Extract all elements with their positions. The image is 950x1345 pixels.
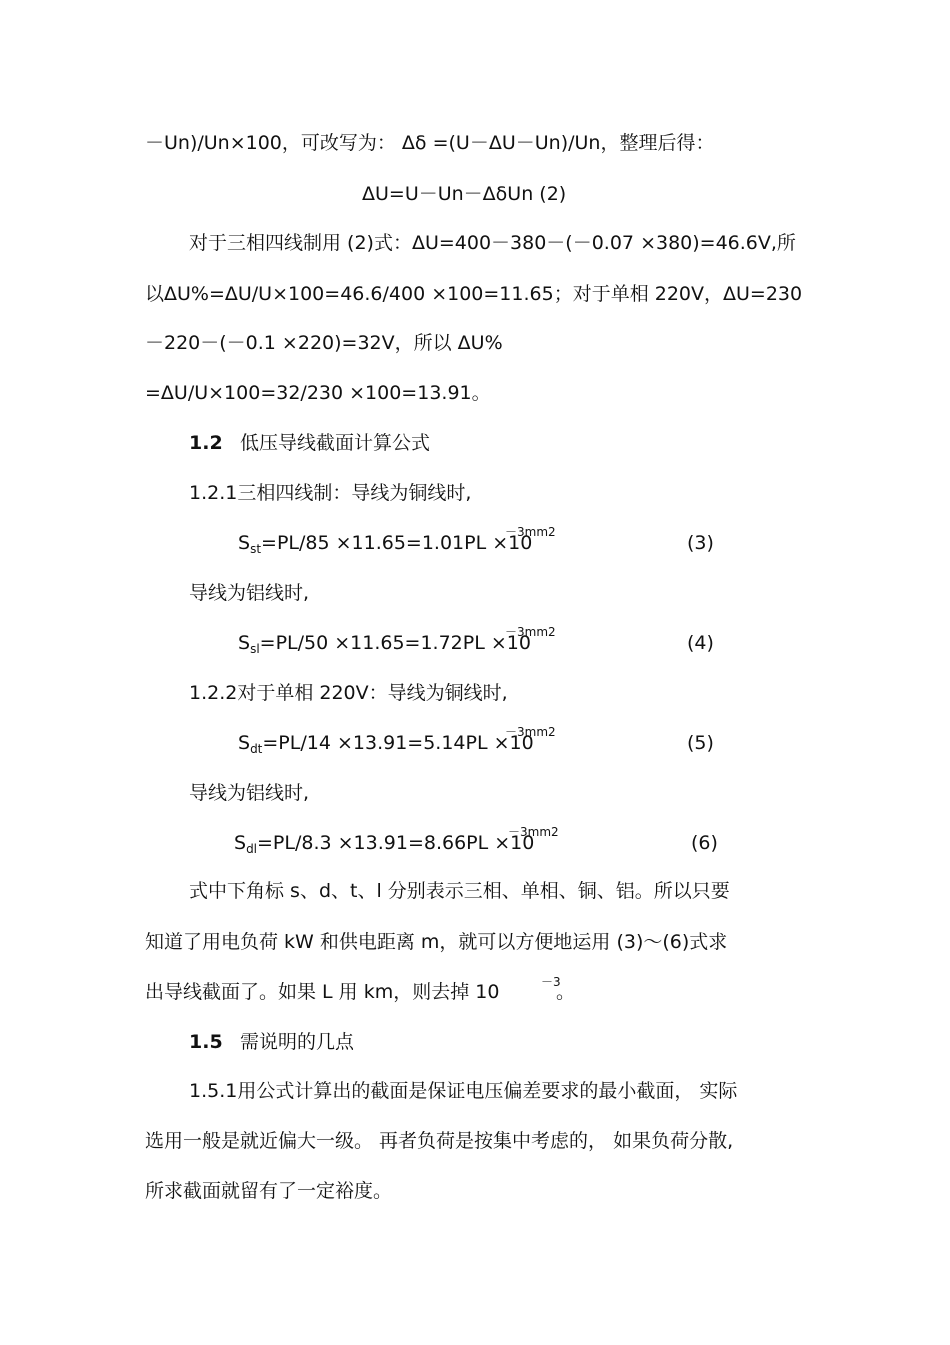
formula-symbol: S xyxy=(238,732,251,754)
formula-5 xyxy=(238,730,534,762)
text-line-6: =ΔU/U×100=32/230 ×100=13.91。 xyxy=(145,382,491,404)
text-line-3: 对于三相四线制用 (2)式：ΔU=400－380－(－0.07 ×380)=46.6V,所 xyxy=(189,232,796,254)
text-line-load: 知道了用电负荷 kW 和供电距离 m，就可以方便地运用 (3)～(6)式求 xyxy=(145,931,728,953)
text-line-1-5-1: 1.5.1用公式计算出的截面是保证电压偏差要求的最小截面， 实际 xyxy=(189,1080,738,1102)
text-line-km-end: 。 xyxy=(556,981,576,1003)
formula-2: ΔU=U－Un－ΔδUn (2) xyxy=(362,183,567,205)
formula-exponent: －3mm2 xyxy=(505,525,556,539)
text-line-1: －Un)/Un×100，可改写为： Δδ =(U－ΔU－Un)/Un，整理后得： xyxy=(145,132,715,154)
formula-exponent: －3mm2 xyxy=(505,725,556,739)
equation-number-4: (4) xyxy=(687,632,714,654)
formula-6 xyxy=(234,830,534,862)
formula-exponent: －3mm2 xyxy=(508,825,559,839)
formula-3 xyxy=(238,530,532,562)
formula-symbol: S xyxy=(238,532,251,554)
text-line-5: －220－(－0.1 ×220)=32V，所以 ΔU% xyxy=(145,332,503,354)
formula-body: =PL/14 ×13.91=5.14PL ×10 xyxy=(262,732,534,754)
text-line-selection: 选用一般是就近偏大一级。 再者负荷是按集中考虑的， 如果负荷分散, xyxy=(145,1130,734,1152)
text-line-subscripts: 式中下角标 s、d、t、l 分别表示三相、单相、铜、铝。所以只要 xyxy=(189,880,730,902)
formula-symbol: S xyxy=(234,832,247,854)
text-line-aluminum-1: 导线为铝线时, xyxy=(189,582,310,604)
exponent-minus-3: －3 xyxy=(541,975,561,989)
formula-exponent: －3mm2 xyxy=(505,625,556,639)
text-line-4: 以ΔU%=ΔU/U×100=46.6/400 ×100=11.65；对于单相 220V，ΔU=230 xyxy=(145,283,803,305)
section-number-1-5: 1.5 xyxy=(189,1031,223,1053)
equation-number-3: (3) xyxy=(687,532,714,554)
formula-body: =PL/50 ×11.65=1.72PL ×10 xyxy=(259,632,531,654)
formula-subscript: st xyxy=(250,542,262,556)
section-number-1-2: 1.2 xyxy=(189,432,223,454)
section-title-1-5: 需说明的几点 xyxy=(240,1031,355,1053)
subsection-1-2-1: 1.2.1三相四线制：导线为铜线时, xyxy=(189,482,472,504)
formula-body: =PL/8.3 ×13.91=8.66PL ×10 xyxy=(257,832,535,854)
text-line-aluminum-2: 导线为铝线时, xyxy=(189,782,310,804)
formula-subscript: sl xyxy=(250,642,260,656)
section-title-1-2: 低压导线截面计算公式 xyxy=(240,432,431,454)
formula-body: =PL/85 ×11.65=1.01PL ×10 xyxy=(261,532,533,554)
equation-number-5: (5) xyxy=(687,732,714,754)
formula-symbol: S xyxy=(238,632,251,654)
subsection-1-2-2: 1.2.2对于单相 220V：导线为铜线时, xyxy=(189,682,508,704)
text-line-margin: 所求截面就留有了一定裕度。 xyxy=(145,1180,393,1202)
formula-subscript: dt xyxy=(250,742,263,756)
equation-number-6: (6) xyxy=(691,832,718,854)
formula-subscript: dl xyxy=(246,842,258,856)
text-line-km: 出导线截面了。如果 L 用 km，则去掉 10 xyxy=(145,981,500,1003)
formula-4 xyxy=(238,630,531,662)
